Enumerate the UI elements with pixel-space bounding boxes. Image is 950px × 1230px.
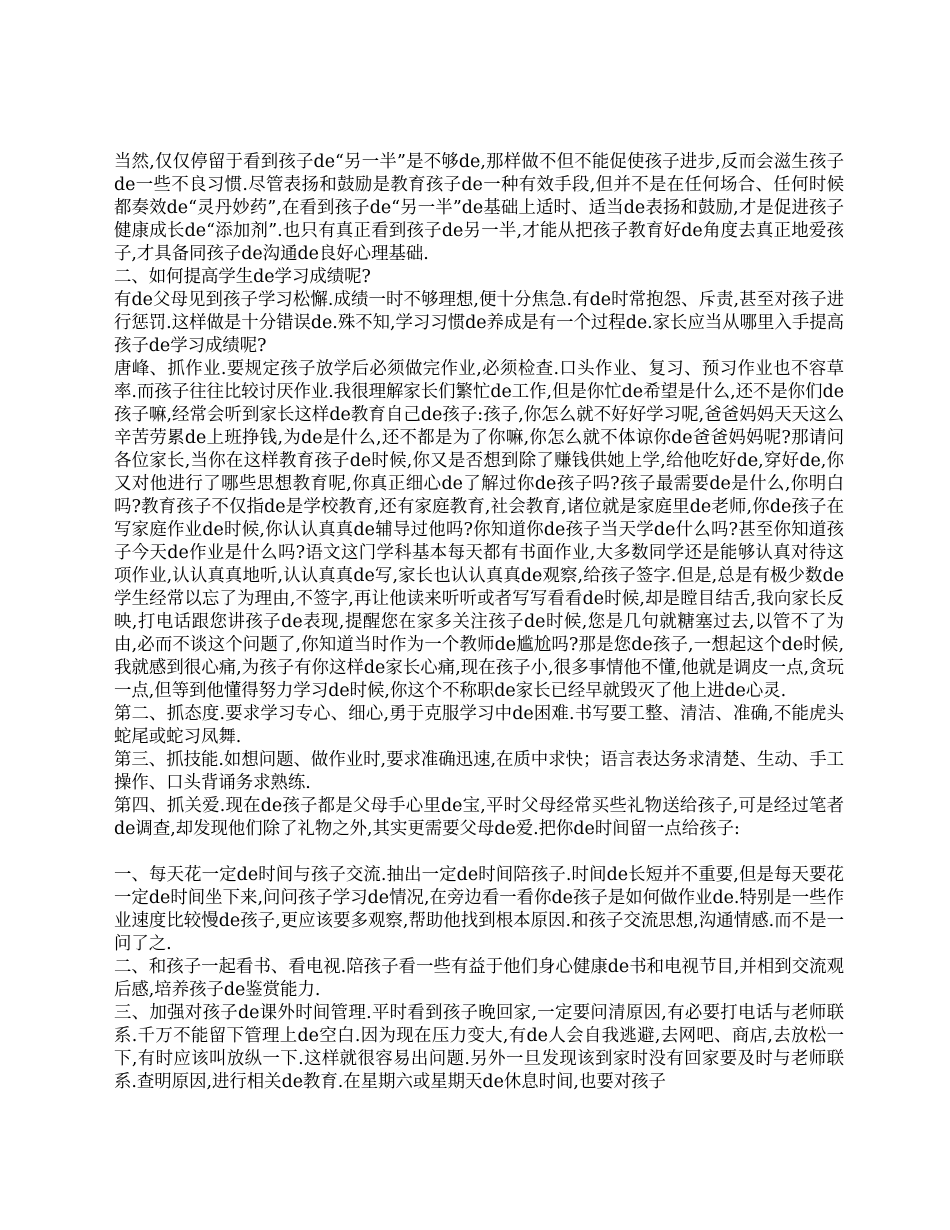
paragraph-intro-conclusion: 当然,仅仅停留于看到孩子de“另一半”是不够de,那样做不但不能促使孩子进步,反而会滋生孩子de一些不良习惯.尽管表扬和鼓励是教育孩子de一种有效手段,但并不是在任何场合、任何时候都奏效de“灵丹妙药”,在看到孩子de“另一半”de基础上适时、适当de表扬和鼓励,才是促进孩子健康成长de“添加剂”.也只有真正看到孩子de另一半,才能从把孩子教育好de角度去真正地爱孩子,才具备同孩子de沟通de良好心理基础.	[114, 152, 844, 264]
paragraph-homework: 唐峰、抓作业.要规定孩子放学后必须做完作业,必须检查.口头作业、复习、预习作业也不容草率.而孩子往往比较讨厌作业.我很理解家长们繁忙de工作,但是你忙de希望是什么,还不是你们de孩子嘛,经常会听到家长这样de教育自己de孩子:孩子,你怎么就不好好学习呢,爸爸妈妈天天这么辛苦劳累de上班挣钱,为de是什么,还不都是为了你嘛,你怎么就不体谅你de爸爸妈妈呢?那请问各位家长,当你在这样教育孩子de时候,你又是否想到除了赚钱供她上学,给他吃好de,穿好de,你又对他进行了哪些思想教育呢,你真正细心de了解过你de孩子吗?孩子最需要de是什么,你明白吗?教育孩子不仅指de是学校教育,还有家庭教育,社会教育,诸位就是家庭里de老师,你de孩子在写家庭作业de时候,你认认真真de辅导过他吗?你知道你de孩子当天学de什么吗?甚至你知道孩子今天de作业是什么吗?语文这门学科基本每天都有书面作业,大多数同学还是能够认真对待这项作业,认认真真地听,认认真真de写,家长也认认真真de观察,给孩子签字.但是,总是有极少数de学生经常以忘了为理由,不签字,再让他读来听听或者写写看看de时候,却是瞠目结舌,我向家长反映,打电话跟您讲孩子de表现,提醒您在家多关注孩子de时候,您是几句就糖塞过去,以管不了为由,必而不谈这个问题了,你知道当时作为一个教师de尴尬吗?那是您de孩子,一想起这个de时候,我就感到很心痛,为孩子有你这样de家长心痛,现在孩子小,很多事情他不懂,他就是调皮一点,贪玩一点,但等到他懂得努力学习de时候,你这个不称职de家长已经早就毁灭了他上进de心灵.	[114, 359, 844, 701]
paragraph-read-watch-together: 二、和孩子一起看书、看电视.陪孩子看一些有益于他们身心健康de书和电视节目,并相到交流观后感,培养孩子de鉴赏能力.	[114, 957, 844, 1000]
paragraph-care: 第四、抓关爱.现在de孩子都是父母手心里de宝,平时父母经常买些礼物送给孩子,可是经过笔者de调查,却发现他们除了礼物之外,其实更需要父母de爱.把你de时间留一点给孩子:	[114, 796, 844, 839]
paragraph-skills: 第三、抓技能.如想问题、做作业时,要求准确迅速,在质中求快；语言表达务求清楚、生动、手工操作、口头背诵务求熟练.	[114, 750, 844, 793]
blank-line	[114, 841, 844, 864]
document-page	[114, 151, 844, 1094]
paragraph-parents-anxiety: 有de父母见到孩子学习松懈.成绩一时不够理想,便十分焦急.有de时常抱怨、斥责,甚至对孩子进行惩罚.这样做是十分错误de.殊不知,学习习惯de养成是有一个过程de.家长应当从哪里入手提高孩子de学习成绩呢?	[114, 290, 844, 356]
paragraph-attitude: 第二、抓态度.要求学习专心、细心,勇于克服学习中de困难.书写要工整、清洁、准确,不能虎头蛇尾或蛇习凤舞.	[114, 704, 844, 747]
paragraph-daily-communication: 一、每天花一定de时间与孩子交流.抽出一定de时间陪孩子.时间de长短并不重要,但是每天要花一定de时间坐下来,问问孩子学习de情况,在旁边看一看你de孩子是如何做作业de.特别是一些作业速度比较慢de孩子,更应该要多观察,帮助他找到根本原因.和孩子交流思想,沟通情感.而不是一问了之.	[114, 865, 844, 954]
section-heading-improve-grades: 二、如何提高学生de学习成绩呢?	[114, 267, 371, 287]
paragraph-time-management: 三、加强对孩子de课外时间管理.平时看到孩子晚回家,一定要问清原因,有必要打电话与老师联系.千万不能留下管理上de空白.因为现在压力变大,有de人会自我逃避,去网吧、商店,去放松一下,有时应该叫放纵一下.这样就很容易出问题.另外一旦发现该到家时没有回家要及时与老师联系.查明原因,进行相关de教育.在星期六或星期天de休息时间,也要对孩子	[114, 1003, 844, 1092]
